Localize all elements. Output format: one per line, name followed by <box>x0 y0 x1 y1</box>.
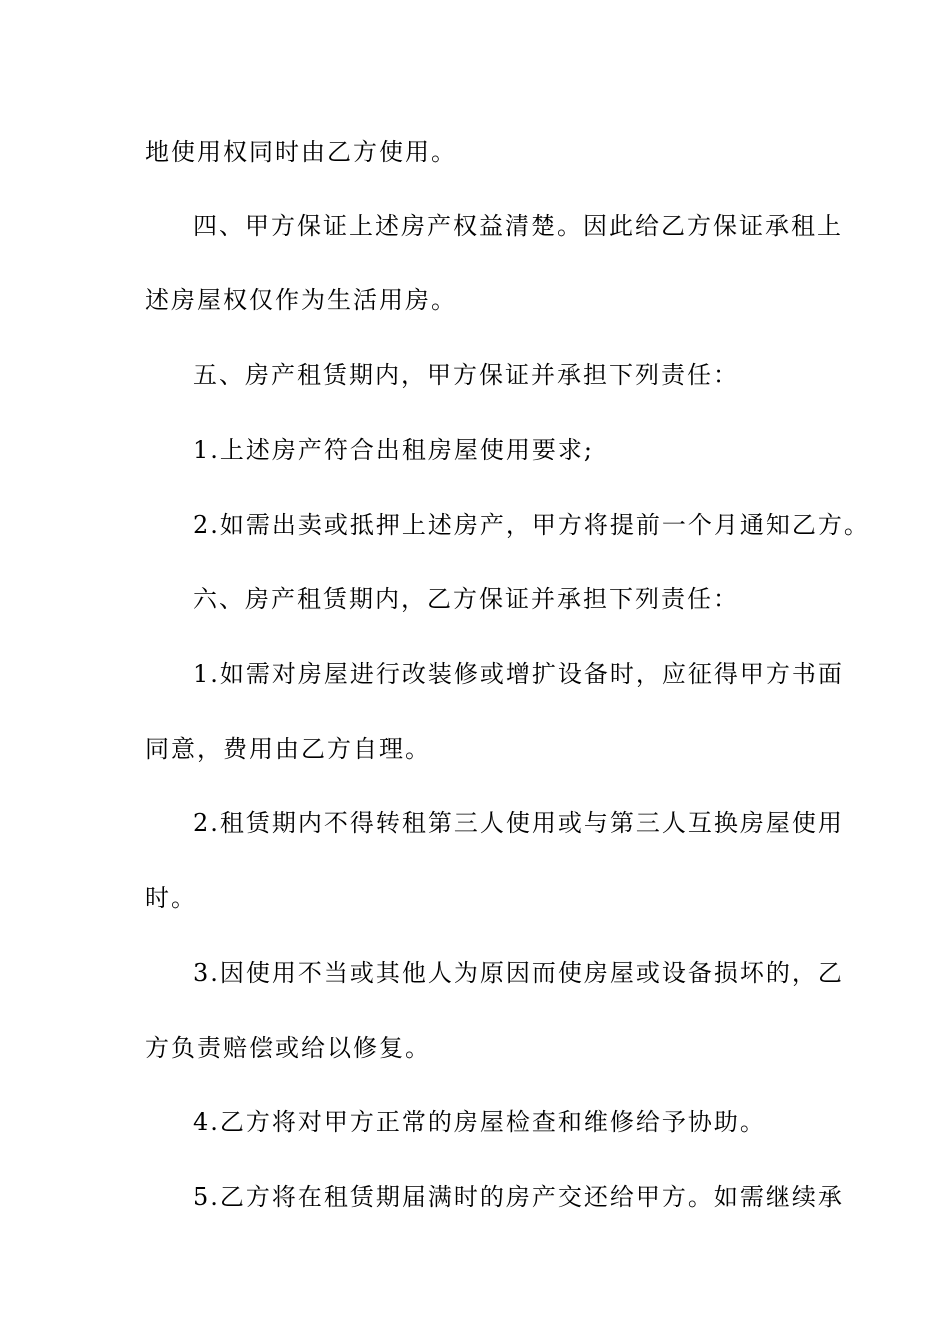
text-line: 3.因使用不当或其他人为原因而使房屋或设备损坏的，乙 <box>193 959 844 987</box>
text-line: 1.如需对房屋进行改装修或增扩设备时，应征得甲方书面 <box>193 660 844 688</box>
text-line: 五、房产租赁期内，甲方保证并承担下列责任： <box>193 361 739 389</box>
text-line: 2.租赁期内不得转租第三人使用或与第三人互换房屋使用 <box>193 809 844 837</box>
text-line: 述房屋权仅作为生活用房。 <box>145 286 457 314</box>
text-line: 四、甲方保证上述房产权益清楚。因此给乙方保证承租上 <box>193 212 843 240</box>
text-line: 时。 <box>145 884 197 912</box>
text-line: 地使用权同时由乙方使用。 <box>145 138 457 166</box>
text-line: 同意，费用由乙方自理。 <box>145 735 431 763</box>
text-line: 4.乙方将对甲方正常的房屋检查和维修给予协助。 <box>193 1108 766 1136</box>
text-line: 六、房产租赁期内，乙方保证并承担下列责任： <box>193 585 739 613</box>
text-line: 方负责赔偿或给以修复。 <box>145 1034 431 1062</box>
text-line: 2.如需出卖或抵押上述房产，甲方将提前一个月通知乙方。 <box>193 511 870 539</box>
text-line: 5.乙方将在租赁期届满时的房产交还给甲方。如需继续承 <box>193 1183 844 1211</box>
text-line: 1.上述房产符合出租房屋使用要求; <box>193 436 594 464</box>
